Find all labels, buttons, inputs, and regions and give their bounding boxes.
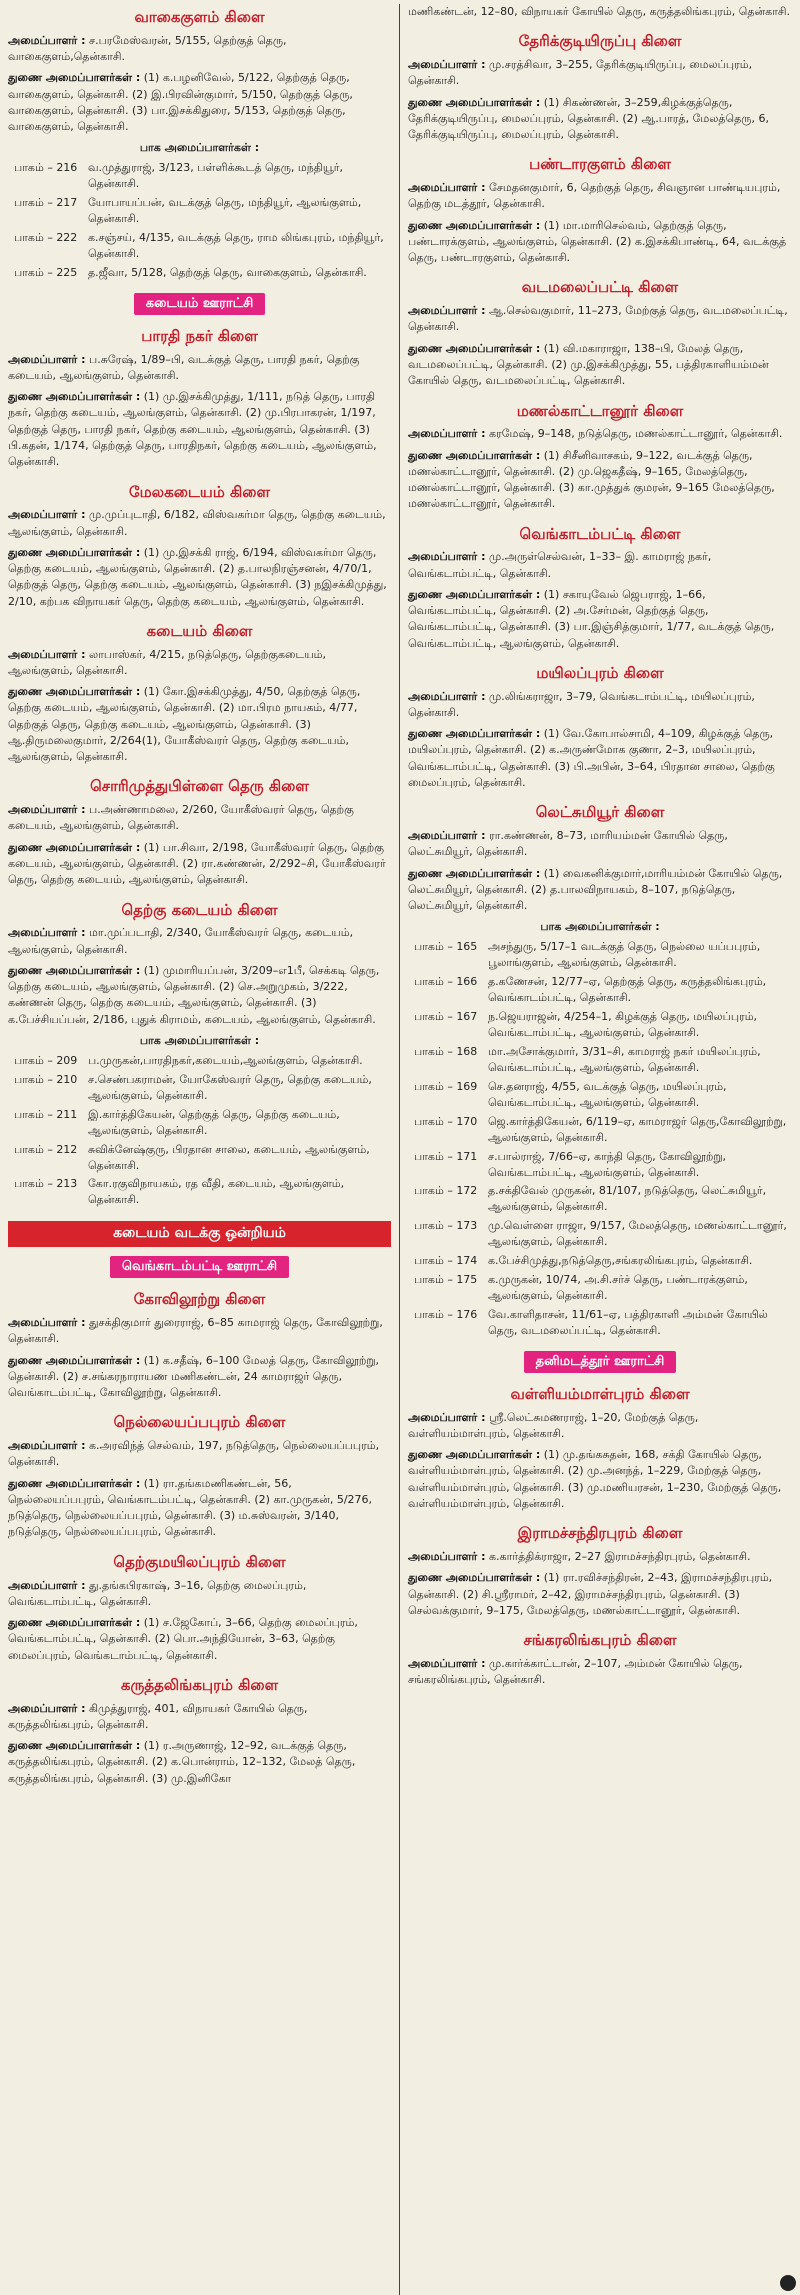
organizer-text: லாபாஸ்கர், 4/215, நடுத்தெரு, தெற்குகடையம், ஆலங்குளம், தென்காசி. <box>8 647 326 677</box>
deputy-organizers-entry <box>408 866 792 915</box>
booth-organizer: ச.செண்பகராமன், யோகேஸ்வரர் தெரு, தெற்கு கடையம், ஆலங்குளம், தென்காசி. <box>88 1072 372 1102</box>
organizer-entry <box>8 507 391 540</box>
panchayat-label-wrap <box>8 292 391 315</box>
booth-organizer: வே.காளிதாசன், 11/61–ஏ, பத்திரகாளி அம்மன் கோயில் தெரு, வடமலைப்பட்டி, தென்காசி. <box>488 1308 768 1337</box>
deputy-organizers-entry <box>408 1570 792 1619</box>
booth-number: பாகம் – 217 <box>14 196 78 210</box>
deputy-organizers-entry <box>8 545 391 610</box>
deputy-organizers-entry <box>408 587 792 652</box>
booth-organizer: ச.பால்ராஜ், 7/66–ஏ, காந்தி தெரு, கோவிலூற்று, வெங்கடாம்பட்டி, ஆலங்குளம், தென்காசி. <box>488 1149 727 1179</box>
organizer-label: அமைப்பாளர் : <box>408 181 486 195</box>
organizer-text: மு.சரத்சிவா, 3–255, தேரிக்குடியிருப்பு, மைலப்புரம், தென்காசி. <box>408 58 753 88</box>
deputy-label: துணை அமைப்பாளர்கள் : <box>408 1448 541 1462</box>
organizer-label: அமைப்பாளர் : <box>8 647 86 661</box>
booth-number: பாகம் – 174 <box>414 1254 478 1268</box>
booth-number: பாகம் – 225 <box>14 265 78 279</box>
panchayat-label-wrap <box>8 1255 391 1278</box>
section-title: மணல்காட்டானூர் கிளை <box>516 401 684 420</box>
section-title: வடமலைப்பட்டி கிளை <box>521 278 679 297</box>
organizer-entry <box>408 303 792 336</box>
deputy-text: (1) மு.இசக்கி ராஜ், 6/194, விஸ்வகர்மா தெரு, தெற்கு கடையம், ஆலங்குளம், தென்காசி. (2) த.பாலநிரஞ்சனன், 4/70/1, தெற்குத் தெரு, தெற்கு கடையம், ஆலங்குளம், தென்காசி. (3) நஇசக்கிமுத்து, 2/10, கற்பக விநாயகர் தெரு, தெற்கு கடையம், ஆலங்குளம், தென்காசி. <box>8 545 387 608</box>
booth-row <box>408 1307 792 1342</box>
deputy-label: துணை அமைப்பாளர்கள் : <box>8 1616 141 1630</box>
section-title: வெங்காடம்பட்டி கிளை <box>519 524 681 543</box>
booth-row <box>8 1107 391 1142</box>
organizer-text: ஆ.செல்வகுமார், 11–273, மேற்குத் தெரு, வடமலைப்பட்டி, தென்காசி. <box>408 304 788 334</box>
continued-text: மணிகண்டன், 12–80, விநாயகர் கோயில் தெரு, கருத்தலிங்கபுரம், தென்காசி. <box>408 5 791 18</box>
organizer-entry <box>8 33 391 66</box>
organizer-entry <box>408 1656 792 1689</box>
deputy-organizers-entry <box>8 389 391 470</box>
deputy-text: (1) மு.தங்கசுதன், 168, சக்தி கோயில் தெரு, வள்ளியம்மாள்புரம், தென்காசி. (2) மு.அனந்த், 1–229, மேற்குத் தெரு, வள்ளியம்மாள்புரம், தென்காசி. (3) மு.மணியரசன், 1–230, மேற்குத் தெரு, வள்ளியம்மாள்புரம், தென்காசி. <box>408 1448 782 1510</box>
deputy-label: துணை அமைப்பாளர்கள் : <box>8 545 141 559</box>
section-title: தெற்கு கடையம் கிளை <box>121 900 278 919</box>
deputy-label: துணை அமைப்பாளர்கள் : <box>8 1739 141 1753</box>
booth-organizer: சுவிக்னேஷ்குரு, பிரதான சாலை, கடையம், ஆலங்குளம், தென்காசி. <box>88 1142 370 1172</box>
organizer-entry <box>8 1701 391 1734</box>
organizer-text: கரமேஷ், 9–148, நடுத்தெரு, மணல்காட்டானூர், தென்காசி. <box>489 427 783 441</box>
booth-organizer: செ.தனராஜ், 4/55, வடக்குத் தெரு, மயிலப்புரம், வெங்கடாம்பட்டி, ஆலங்குளம், தென்காசி. <box>488 1079 727 1109</box>
section-title: பண்டாரகுளம் கிளை <box>529 155 671 174</box>
booth-row <box>8 1053 391 1072</box>
booth-row <box>408 1272 792 1307</box>
organizer-text: மு.கார்க்காட்டான், 2–107, அம்மன் கோயில் தெரு, சங்கரலிங்கபுரம், தென்காசி. <box>408 1656 743 1687</box>
booth-table <box>408 939 792 1342</box>
deputy-text: (1) வைகனிக்குமார்,மாரியம்மன் கோயில் தெரு, லெட்சுமியூர், தென்காசி. (2) த.பாலவிநாயகம், 8–107, நடுத்தெரு, லெட்சுமியூர், தென்காசி. <box>408 866 783 913</box>
booth-number: பாகம் – 167 <box>414 1010 478 1024</box>
section-title: கடையம் கிளை <box>146 621 253 640</box>
booth-organizer: மா.அசோக்குமார், 3/31–சி, காமராஜ் நகர் மயிலப்புரம், வெங்கடாம்பட்டி, ஆலங்குளம், தென்காசி. <box>488 1044 761 1074</box>
deputy-text: (1) வே.கோபால்சாமி, 4–109, கிழக்குத் தெரு, மயிலப்புரம், தென்காசி. (2) க.அருண்மோக குணா, 2–3, மயிலப்புரம், வெங்கடாம்பட்டி, தென்காசி. (3) பி.அபின், 3–64, பிரதான சாலை, தெற்கு மைலப்புரம், தென்காசி. <box>408 727 775 789</box>
booth-organizer: த.சக்திவேல் முருகன், 81/107, நடுத்தெரு, லெட்சுமியூர், ஆலங்குளம், தென்காசி. <box>488 1184 767 1214</box>
deputy-organizers-entry <box>8 1738 391 1787</box>
organizer-text: ச.பரமேஸ்வரன், 5/155, தெற்குத் தெரு, வாகைகுளம்,தென்காசி. <box>8 33 287 64</box>
section-title: மயிலப்புரம் கிளை <box>536 663 664 682</box>
deputy-organizers-entry <box>8 684 391 765</box>
organizer-entry <box>8 1578 391 1611</box>
deputy-label: துணை அமைப்பாளர்கள் : <box>8 963 141 977</box>
booth-organizer: வ.முத்துராஜ், 3/123, பள்ளிக்கூடத் தெரு, மந்தியூர், தென்காசி. <box>88 161 343 191</box>
organizer-entry <box>408 549 792 582</box>
deputy-text: (1) ச.ஜேகோப், 3–66, தெற்கு மைலப்புரம், வெங்கடாம்பட்டி, தென்காசி. (2) பொ.அந்தியோன், 3–63, தெற்கு மைலப்புரம், வெங்கடாம்பட்டி, தென்காசி. <box>8 1616 358 1662</box>
organizer-label: அமைப்பாளர் : <box>8 803 86 817</box>
organizer-label: அமைப்பாளர் : <box>408 304 486 318</box>
organizer-label: அமைப்பாளர் : <box>8 926 86 940</box>
panchayat-label: வெங்காடம்பட்டி ஊராட்சி <box>110 1256 289 1278</box>
booth-row <box>408 1183 792 1218</box>
booth-number: பாகம் – 168 <box>414 1044 478 1058</box>
deputy-text: (1) க.சதீஷ், 6–100 மேலத் தெரு, கோவிலூற்று, தென்காசி. (2) ச.சங்கரநாராயண மணிகண்டன், 24 காமராஜர் தெரு, வெங்காடம்பட்டி, கோவிலூற்று, தென்காசி. <box>8 1353 380 1400</box>
booth-row <box>408 974 792 1009</box>
deputy-organizers-entry <box>8 963 391 1028</box>
organizer-label: அமைப்பாளர் : <box>408 427 486 441</box>
booth-number: பாகம் – 172 <box>414 1184 478 1198</box>
booth-number: பாகம் – 176 <box>414 1308 478 1322</box>
booth-organizer: இ.கார்த்திகேயன், தெற்குத் தெரு, தெற்கு கடையம், ஆலங்குளம், தென்காசி. <box>88 1107 340 1137</box>
organizer-text: கிமுத்துராஜ், 401, விநாயகர் கோயில் தெரு, கருத்தலிங்கபுரம், தென்காசி. <box>8 1701 308 1731</box>
booth-row <box>8 1176 391 1211</box>
booth-organizers-heading: பாக அமைப்பாளர்கள் : <box>139 1033 260 1047</box>
deputy-organizers-entry <box>408 726 792 791</box>
deputy-label: துணை அமைப்பாளர்கள் : <box>8 685 141 699</box>
organizer-label: அமைப்பாளர் : <box>8 1578 86 1592</box>
booth-organizer: ப.முருகன்,பாரதிநகர்,கடையம்,ஆலங்குளம், தென்காசி. <box>88 1053 363 1067</box>
deputy-organizers-entry <box>408 448 792 513</box>
deputy-label: துணை அமைப்பாளர்கள் : <box>408 727 541 741</box>
organizer-text: ரா.கண்ணன், 8–73, மாரியம்மன் கோயில் தெரு, லெட்சுமியூர், தென்காசி. <box>408 829 728 859</box>
booth-organizers-heading: பாக அமைப்பாளர்கள் : <box>139 141 260 155</box>
booth-organizer: அசந்துரு, 5/17–1 வடக்குத் தெரு, நெல்லை யப்பபுரம், பூலாங்குளம், ஆலங்குளம், தென்காசி. <box>488 940 761 970</box>
booth-number: பாகம் – 213 <box>14 1177 78 1191</box>
section-title: கோவிலூற்று கிளை <box>133 1290 266 1309</box>
section-title: தெற்குமயிலப்புரம் கிளை <box>113 1552 286 1571</box>
panchayat-label: தனிமடத்தூர் ஊராட்சி <box>524 1351 677 1373</box>
booth-number: பாகம் – 175 <box>414 1273 478 1287</box>
organizer-entry <box>8 1315 391 1348</box>
deputy-organizers-entry <box>8 840 391 889</box>
organizer-label: அமைப்பாளர் : <box>8 1316 86 1330</box>
booth-row <box>8 160 391 195</box>
panchayat-label-wrap <box>408 1350 792 1373</box>
deputy-text: (1) மு.இசக்கிமுத்து, 1/111, நடுத் தெரு, பாரதி நகர், தெற்கு கடையம், ஆலங்குளம், தென்காசி. (2) மு.பிரபாகரன், 1/197, தெற்குத் தெரு, பாரதி நகர், தெற்கு கடையம், ஆலங்குளம், தென்காசி. (3) பி.கதன், 1/174, தெற்குத் தெரு, பாரதிநகர், தெற்கு கடையம், ஆலங்குளம், தென்காசி. <box>8 390 377 469</box>
booth-row <box>8 230 391 265</box>
section-title: வாகைகுளம் கிளை <box>134 8 265 26</box>
organizer-entry <box>8 925 391 958</box>
section-title: லெட்சுமியூர் கிளை <box>535 803 665 822</box>
booth-row <box>408 1218 792 1253</box>
deputy-text: (1) சிகண்ணன், 3–259,கிழக்குத்தெரு, தேரிக்குடியிருப்பு, மைலப்புரம், தென்காசி. (2) ஆ.பாரத், மேலத்தெரு, 6, தேரிக்குடியிருப்பு, மைலப்புரம், தென்காசி. <box>408 95 769 142</box>
booth-organizers-heading: பாக அமைப்பாளர்கள் : <box>540 920 660 934</box>
booth-row <box>408 1253 792 1272</box>
section-title: பாரதி நகர் கிளை <box>141 326 258 345</box>
booth-number: பாகம் – 173 <box>414 1219 478 1233</box>
booth-number: பாகம் – 166 <box>414 975 478 989</box>
organizer-label: அமைப்பாளர் : <box>408 1656 486 1670</box>
union-banner: கடையம் வடக்கு ஒன்றியம் <box>8 1221 391 1247</box>
organizer-entry <box>408 426 792 442</box>
booth-number: பாகம் – 211 <box>14 1107 78 1121</box>
booth-organizer: ந.ஜெயராஜன், 4/254–1, கிழக்குத் தெரு, மயிலப்புரம், வெங்கடாம்பட்டி, ஆலங்குளம், தென்காசி. <box>488 1010 758 1040</box>
section-title: வள்ளியம்மாள்புரம் கிளை <box>510 1384 690 1403</box>
deputy-label: துணை அமைப்பாளர்கள் : <box>8 71 141 85</box>
organizer-text: மா.முப்படாதி, 2/340, யோகீஸ்வரர் தெரு, கடையம், ஆலங்குளம், தென்காசி. <box>8 926 354 956</box>
section-title: சொரிமுத்துபிள்ளை தெரு கிளை <box>90 777 309 796</box>
deputy-label: துணை அமைப்பாளர்கள் : <box>408 341 541 355</box>
deputy-organizers-entry <box>408 218 792 267</box>
deputy-label: துணை அமைப்பாளர்கள் : <box>8 840 141 854</box>
booth-row <box>8 1142 391 1177</box>
deputy-organizers-entry <box>408 341 792 390</box>
organizer-text: க.அரவிந்த் செல்வம், 197, நடுத்தெரு, நெல்லையப்பபுரம், தென்காசி. <box>8 1439 380 1469</box>
deputy-label: துணை அமைப்பாளர்கள் : <box>8 1476 141 1490</box>
deputy-organizers-entry <box>8 1476 391 1541</box>
booth-number: பாகம் – 169 <box>414 1079 478 1093</box>
booth-organizer: த.கணேசன், 12/77–ஏ, தெற்குத் தெரு, கருத்தலிங்கபுரம், வெங்காடம்பட்டி, தென்காசி. <box>488 975 767 1005</box>
organizer-text: மு.முப்புடாதி, 6/182, விஸ்வகர்மா தெரு, தெற்கு கடையம், ஆலங்குளம், தென்காசி. <box>8 508 386 538</box>
organizer-entry <box>8 647 391 680</box>
organizer-text: து.தங்கபிரகாஷ், 3–16, தெற்கு மைலப்புரம், வெங்கடாம்பட்டி, தென்காசி. <box>8 1578 307 1608</box>
organizer-entry <box>8 1438 391 1471</box>
organizer-label: அமைப்பாளர் : <box>8 33 86 47</box>
booth-number: பாகம் – 165 <box>414 940 478 954</box>
deputy-text: (1) சிசீனிவாசகம், 9–122, வடக்குத் தெரு, மணல்காட்டானூர், தென்காசி. (2) மு.ஜெகதீஷ், 9–165, மேலத்தெரு, மணல்காட்டானூர், தென்காசி. (3) கா.முத்துக் குமரன், 9–165 மேலத்தெரு, மணல்காட்டானூர், தென்காசி. <box>408 448 775 511</box>
deputy-label: துணை அமைப்பாளர்கள் : <box>408 95 541 109</box>
organizer-entry <box>8 352 391 385</box>
organizer-label: அமைப்பாளர் : <box>8 1701 86 1715</box>
deputy-text: (1) கோ.இசக்கிமுத்து, 4/50, தெற்குத் தெரு, தெற்கு கடையம், ஆலங்குளம், தென்காசி. (2) மா.பிரம நாயகம், 4/77, தெற்குத் தெரு, தெற்கு கடையம், ஆலங்குளம், தென்காசி. (3) ஆ.திருமலைகுமார், 2/264(1), யோகீஸ்வரர் தெரு, தெற்கு கடையம், ஆலங்குளம், தென்காசி. <box>8 685 361 764</box>
organizer-text: மு.அருள்செல்வன், 1–33– இ. காமராஜ் நகர், வெங்கடாம்பட்டி, தென்காசி. <box>408 550 712 580</box>
booth-row <box>8 1072 391 1107</box>
deputy-label: துணை அமைப்பாளர்கள் : <box>408 587 541 601</box>
organizer-label: அமைப்பாளர் : <box>408 689 486 703</box>
organizer-entry <box>408 689 792 722</box>
booth-number: பாகம் – 209 <box>14 1053 78 1067</box>
deputy-text: (1) பா.சிவா, 2/198, யோகீஸ்வரர் தெரு, தெற்கு கடையம், ஆலங்குளம், தென்காசி. (2) ரா.கண்ணன், 2/292–சி, யோகீஸ்வரர் தெரு, தெற்கு கடையம், ஆலங்குளம், தென்காசி. <box>8 840 386 887</box>
organizer-entry <box>408 1549 792 1565</box>
booth-organizer: கோ.ரகுவிநாயகம், ரத வீதி, கடையம், ஆலங்குளம், தென்காசி. <box>88 1177 345 1207</box>
booth-organizer: க.முருகன், 10/74, அ.சி.சர்ச் தெரு, பண்டாரக்குளம், ஆலங்குளம், தென்காசி. <box>488 1273 748 1303</box>
booth-row <box>408 1009 792 1044</box>
organizer-entry <box>408 828 792 861</box>
deputy-text: (1) க.பழனிவேல், 5/122, தெற்குத் தெரு, வாகைகுளம், தென்காசி. (2) இ.பிரவின்குமார், 5/150, தெற்குத் தெரு, வாகைகுளம், தென்காசி. (3) பா.இசக்கிதுரை, 5/153, தெற்குத் தெரு, வாகைகுளம், தென்காசி. <box>8 71 353 134</box>
booth-row <box>408 1044 792 1079</box>
organizer-label: அமைப்பாளர் : <box>408 550 486 564</box>
deputy-label: துணை அமைப்பாளர்கள் : <box>408 1571 541 1585</box>
booth-table <box>8 1053 391 1211</box>
organizer-label: அமைப்பாளர் : <box>8 1439 86 1453</box>
section-title: கருத்தலிங்கபுரம் கிளை <box>120 1675 279 1694</box>
deputy-label: துணை அமைப்பாளர்கள் : <box>408 448 541 462</box>
deputy-organizers-entry <box>8 1615 391 1664</box>
left-column <box>8 4 400 2295</box>
booth-row <box>408 1149 792 1184</box>
deputy-organizers-entry <box>8 1353 391 1402</box>
deputy-text: (1) மா.மாரிசெல்வம், தெற்குத் தெரு, பண்டாரக்குளம், ஆலங்குளம், தென்காசி. (2) க.இசக்கிபாண்டி, 64, வடக்குத் தெரு, பண்டாரகுளம், தென்காசி. <box>408 218 787 265</box>
booth-table <box>8 160 391 284</box>
booth-organizer: யோபாயப்பன், வடக்குத் தெரு, மந்தியூர், ஆலங்குளம், தென்காசி. <box>88 196 362 226</box>
organizer-label: அமைப்பாளர் : <box>8 508 86 522</box>
booth-number: பாகம் – 171 <box>414 1149 478 1163</box>
organizer-label: அமைப்பாளர் : <box>408 829 486 843</box>
organizer-text: ப.சுரேஷ், 1/89–பி, வடக்குத் தெரு, பாரதி நகர், தெற்கு கடையம், ஆலங்குளம், தென்காசி. <box>8 352 360 382</box>
organizer-entry <box>408 57 792 90</box>
deputy-text: (1) ரா.ரவிச்சந்திரன், 2–43, இராமச்சந்திரபுரம், தென்காசி. (2) சி.ஸ்ரீராமர், 2–42, இராமச்சந்திரபுரம், தென்காசி. (3) செல்வக்குமார், 9–175, மேலத்தெரு, மணல்காட்டானூர், தென்காசி. <box>408 1571 773 1617</box>
organizer-label: அமைப்பாளர் : <box>408 1550 486 1563</box>
deputy-organizers-entry <box>8 70 391 135</box>
deputy-label: துணை அமைப்பாளர்கள் : <box>8 390 141 404</box>
section-title: நெல்லையப்பபுரம் கிளை <box>113 1413 286 1432</box>
booth-number: பாகம் – 210 <box>14 1072 78 1086</box>
section-title: தேரிக்குடியிருப்பு கிளை <box>518 32 682 51</box>
panchayat-label: கடையம் ஊராட்சி <box>134 293 266 315</box>
organizer-text: ப.அண்ணாமலை, 2/260, யோகீஸ்வரர் தெரு, தெற்கு கடையம், ஆலங்குளம், தென்காசி. <box>8 803 354 833</box>
deputy-label: துணை அமைப்பாளர்கள் : <box>8 1353 141 1367</box>
booth-organizer: க.சஞ்சய், 4/135, வடக்குத் தெரு, ராம லிங்கபுரம், மந்தியூர், தென்காசி. <box>88 231 384 261</box>
deputy-organizers-entry <box>408 95 792 144</box>
section-title: சங்கரலிங்கபுரம் கிளை <box>523 1631 677 1650</box>
booth-row <box>8 265 391 284</box>
organizer-text: துசக்திகுமார் துரைராஜ், 6–85 காமராஜ் தெரு, கோவிலூற்று, தென்காசி. <box>8 1316 383 1346</box>
booth-row <box>408 1114 792 1149</box>
deputy-organizers-entry <box>408 1447 792 1512</box>
organizer-text: மு.லிங்கராஜா, 3–79, வெங்கடாம்பட்டி, மயிலப்புரம், தென்காசி. <box>408 689 755 719</box>
organizer-text: சேமதனகுமார், 6, தெற்குத் தெரு, சிவஞான பாண்டியபுரம், தெற்கு மடத்தூர், தென்காசி. <box>408 181 781 211</box>
section-title: மேலகடையம் கிளை <box>128 482 271 501</box>
organizer-label: அமைப்பாளர் : <box>408 1410 486 1424</box>
booth-organizer: க.பேச்சிமுத்து,நடுத்தெரு,சங்கரலிங்கபுரம், தென்காசி. <box>488 1254 753 1268</box>
organizer-entry <box>408 1410 792 1443</box>
deputy-label: துணை அமைப்பாளர்கள் : <box>408 218 541 232</box>
deputy-text: (1) சகாயுவேல் ஜெபராஜ், 1–66, வெங்கடாம்பட்டி, தென்காசி. (2) அ.சேர்மன், தெற்குத் தெரு, வெங்கடாம்பட்டி, தென்காசி. (3) பா.இஞ்சித்குமார், 1/77, வடக்குத் தெரு, வெங்கடாம்பட்டி, ஆலங்குளம், தென்காசி. <box>408 587 775 650</box>
organizer-entry <box>8 802 391 835</box>
organizer-text: ஸ்ரீ.லெட்சுமணராஜ், 1–20, மேற்குத் தெரு, வள்ளியம்மாள்புரம், தென்காசி. <box>408 1410 699 1440</box>
organizer-label: அமைப்பாளர் : <box>8 352 86 366</box>
booth-organizer: ஜெ.கார்த்திகேயன், 6/119–ஏ, காமராஜர் தெரு,கோவிலூற்று, ஆலங்குளம், தென்காசி. <box>488 1114 787 1144</box>
organizer-text: க.கார்த்திக்ராஜா, 2–27 இராமச்சந்திரபுரம், தென்காசி. <box>489 1550 751 1563</box>
booth-organizer: த.ஜீவா, 5/128, தெற்குத் தெரு, வாகைகுளம், தென்காசி. <box>88 265 367 279</box>
deputy-text: (1) ர.அருணாஜ், 12–92, வடக்குத் தெரு, கருத்தலிங்கபுரம், தென்காசி. (2) க.பொன்ராம், 12–132, மேலத் தெரு, கருத்தலிங்கபுரம், தென்காசி. (3) மு.இனிகோ <box>8 1739 356 1785</box>
booth-number: பாகம் – 222 <box>14 231 78 245</box>
page-corner-dot-icon <box>780 2275 796 2291</box>
booth-row <box>8 195 391 230</box>
right-column <box>400 4 792 2295</box>
organizer-entry <box>408 180 792 213</box>
booth-number: பாகம் – 170 <box>414 1114 478 1128</box>
organizer-label: அமைப்பாளர் : <box>408 58 486 72</box>
booth-organizer: மு.வெள்ளை ராஜா, 9/157, மேலத்தெரு, மணல்காட்டானூர், ஆலங்குளம், தென்காசி. <box>488 1219 787 1249</box>
deputy-text: (1) ரா.தங்கமணிகண்டன், 56, நெல்லையப்பபுரம், வெங்காடம்பட்டி, தென்காசி. (2) கா.முருகன், 5/276, நடுத்தெரு, நெல்லையப்பபுரம், தென்காசி. (3) ம.சுஸ்வரன், 3/140, நடுத்தெரு, நெல்லையப்பபுரம், தென்காசி. <box>8 1476 373 1539</box>
booth-number: பாகம் – 216 <box>14 161 78 175</box>
booth-row <box>408 1079 792 1114</box>
section-title: இராமச்சந்திரபுரம் கிளை <box>517 1524 683 1543</box>
booth-number: பாகம் – 212 <box>14 1142 78 1156</box>
deputy-text: (1) முமாரியப்பன், 3/209–எ1பீ, செக்கடி தெரு, தெற்கு கடையம், ஆலங்குளம், தென்காசி. (2) செ.அறுமுகம், 3/222, கண்ணன் தெரு, தெற்கு கடையம், ஆலங்குளம், தென்காசி. (3) க.பேச்சியப்பன், 2/186, புதுக் கிராமம், கடையம், ஆலங்குளம், தென்காசி. <box>8 963 380 1026</box>
deputy-text: (1) வி.மகாராஜா, 138–பி, மேலத் தெரு, வடமலைப்பட்டி, தென்காசி. (2) மு.இசக்கிமுத்து, 55, பத்திரகாளியம்மன் கோயில் தெரு, வடமலைப்பட்டி, தென்காசி. <box>408 341 769 388</box>
deputy-label: துணை அமைப்பாளர்கள் : <box>408 866 541 880</box>
booth-row <box>408 939 792 974</box>
